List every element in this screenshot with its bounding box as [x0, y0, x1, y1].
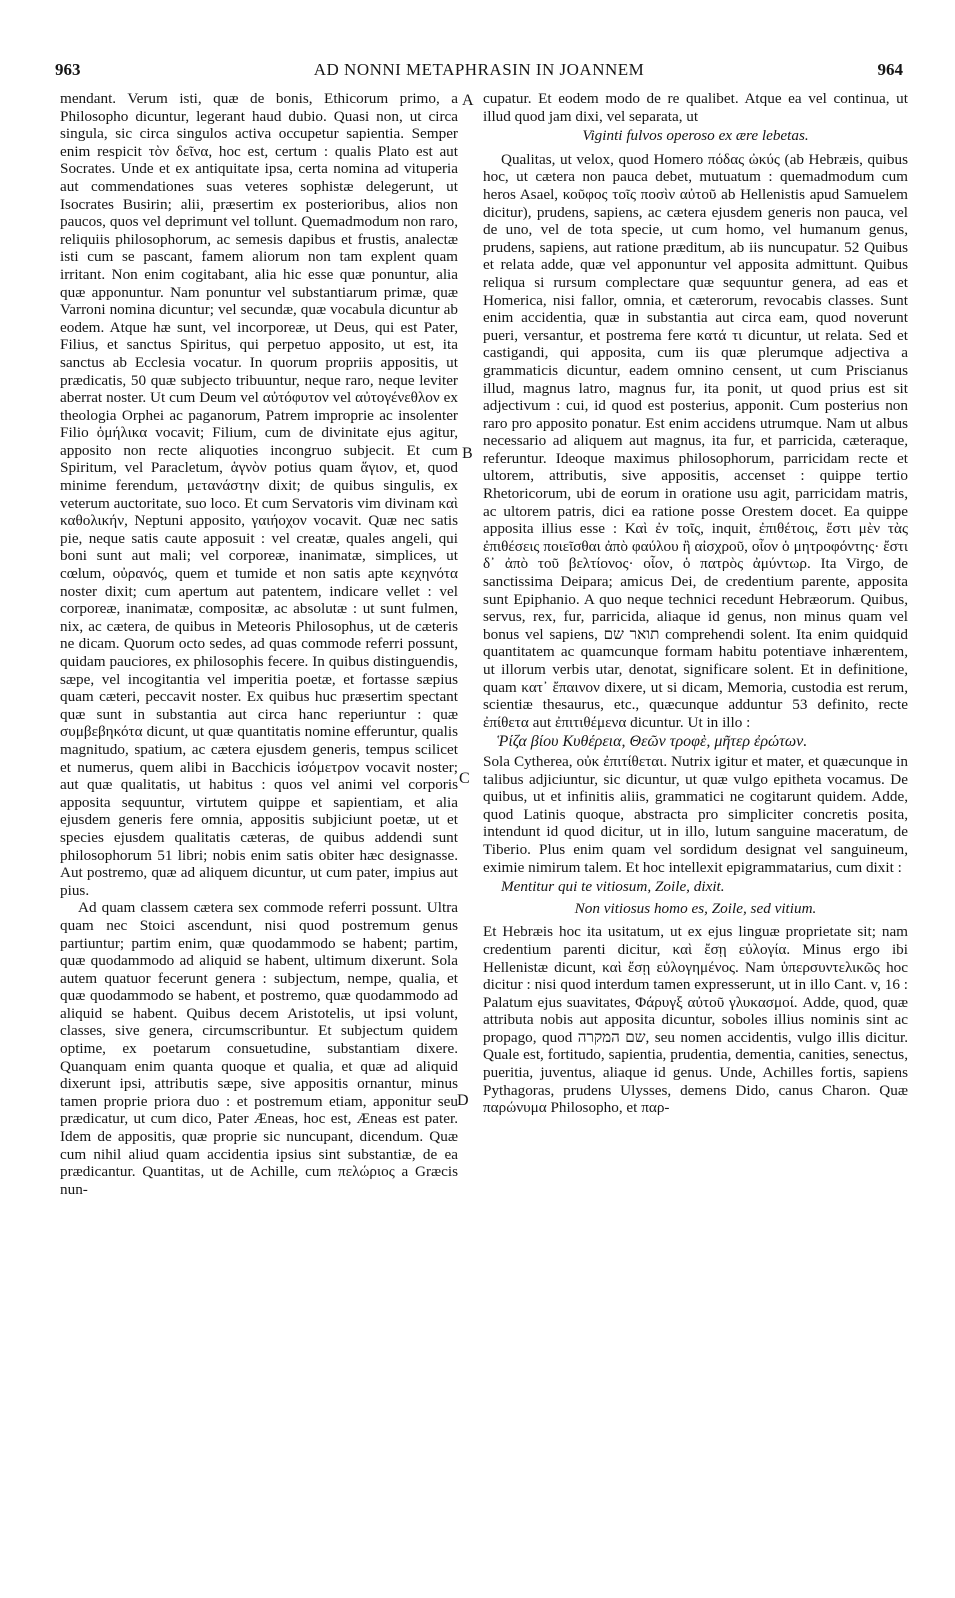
- verse-line: Viginti fulvos operoso ex ære lebetas.: [582, 127, 809, 145]
- page-number-left: 963: [55, 60, 81, 79]
- greek-verse-line: Ῥίζα βίου Κυθέρεια, Θεῶν τροφὲ, μῆτερ ἐρώτων.: [497, 733, 808, 751]
- left-paragraph: Ad quam classem cætera sex commode referri possunt. Ultra quam nec Stoici ascendunt, nisi quod postremum genus partiuntur; partim enim, quæ quodammodo se habent; partim, quæ quodammodo ad aliquid se habent, ultimum dixerunt. Sola autem quatuor fecerunt genera : subjectum, nempe, qualia, et quæ quodammodo se habent, et postremo, quæ quodammodo ad aliquid se habent. Quibus decem Aristotelis, ut ipsi volunt, classes, sive genera, circumscribuntur. Et subjectum quidem optime, ex poetarum consuetudine, substantiam dixere. Quanquam enim quanta quoque et qualia, et quæ ad aliquid dixerunt ipsi, attributis sæpe, sive appositis ornantur, minus tamen proprie priora duo : et postremum etiam, apponitur seu prædicatur, ut cum dico, Pater Æneas, hoc est, Æneas est pater. Idem de appositis, quæ proprie sic nuncupant, dicendum. Quæ cum nihil aliud quam accidentia ipsius sint substantiæ, de ea prædicantur. Quantitas, ut de Achille, cum πελώριος a Græcis nun-: [60, 899, 458, 1198]
- page-number-right: 964: [877, 60, 903, 79]
- right-paragraph: Et Hebræis hoc ita usitatum, ut ex ejus linguæ proprietate sit; nam credentium parenti dicitur, καὶ ἔσῃ εὐλογία. Minus ergo ibi Hellenistæ dicunt, καὶ ἔσῃ εὐλογημένος. Nam ὑπερσυντελικῶς hoc dicitur : nisi quod interdum tamen expresserunt, ut in illo Cant. v, 16 : Palatum ejus suavitates, Φάρυγξ αὐτοῦ γλυκασμοί. Adde, quod, quæ attributa nobis aut apposita dicuntur, soboles illius nominis sint ac propago, quod שם המקרה, seu nomen accidentis, vulgo illis dicitur. Quale est, fortitudo, sapientia, prudentia, dementia, canities, senectus, pueritia, juventus, aliaque id genus. Unde, Achilles fortis, sapiens Pythagoras, prudens Ulysses, demens Dido, canus Charon. Quæ παρώνυμα Philosopho, et παρ-: [483, 923, 908, 1117]
- margin-marker-d: D: [457, 1092, 469, 1109]
- right-paragraph: Qualitas, ut velox, quod Homero πόδας ὠκύς (ab Hebræis, quibus hoc, ut cætera non pauca debet, mutuatum : quemadmodum cum heros Asael, κοῦφος τοῖς ποσὶν αὐτοῦ ab Hellenistis apud Samuelem dicitur), prudens, sapiens, ac cætera ejusdem generis non pauca, vel de uno, vel de tota specie, ut cum homo, vel humanum genus, prudens, sapiens, aut ratione præditum, ab iis nuncupatur. 52 Quibus et relata adde, quæ vel apponuntur vel apposita admittunt. Quibus reliqua si rursum complectare quæ sequuntur genera, ad eas et Homerica, nisi fallor, omnia, et cæterorum, revocabis classes. Sunt enim accidentia, quæ in substantia aut circa eam, quod noverunt pueri, versantur, et postrema fere κατά τι dicuntur, ut relata. Sed et castigandi, qui apposita, cum iis quæ plerumque adjectiva a grammaticis dicuntur, eadem omnino censent, ut cum Priscianus illud, magnus latro, magnus fur, ita ponit, ut quod prius est sit adjectivum : cui, id quod est posterius, apponit. Cum posterius non raro pro apposito ponatur. Est enim accidens utrumque. Nam ut albus necessario ad aliquem aut magnus, ita fur, et parricida, cæteraque, referuntur. Ideoque maximus philosophorum, parricidam recte et ultorem, attributis, sive appositis, accenset : quippe tertio Rhetoricorum, ubi de eorum in oratione usu agit, parricidam matris, ac ultorem patris, dici ea ratione posse Orestem docet. Ea quippe apposita illius esse : Καὶ ἐν τοῖς, inquit, ἐπιθέτοις, ἔστι μὲν τὰς ἐπιθέσεις ποιεῖσθαι ἀπὸ φαύλου ἢ αἰσχροῦ, οἷον ὁ μητροφόντης· ἔστι δ᾽ ἀπὸ τοῦ βελτίονος· οἷον, ὁ πατρὸς ἀμύντωρ. Ita Virgo, de sanctissima Deipara; amicus Dei, de credentium parente, apposita sunt Epiphanio. A quo neque technici recedunt Hebræorum. Quibus, servus, rex, fur, parricida, aliaque id genus, non minus quam vel bonus vel sapiens, תואר שם comprehendi solent. Ita enim quidquid quantitatem ac quamcunque formam habitu potentiave inhærentem, ut illorum verbis utar, denotat, significare solent. Et in definitione, quam κατ᾽ ἔπαινον dixere, ut si dicam, Memoria, custodia est rerum, scientiæ thesaurus, etc., quæcunque adduntur 53 definito, recte ἐπίθετα aut ἐπιτιθέμενα dicuntur. Ut in illo :: [483, 150, 908, 731]
- margin-marker-b: B: [462, 445, 473, 462]
- running-title: AD NONNI METAPHRASIN IN JOANNEM: [313, 60, 645, 79]
- left-paragraph: mendant. Verum isti, quæ de bonis, Ethicorum primo, a Philosopho dicuntur, legerant haud dubio. Quasi non, ut circa singula, sic circa singulos activa occupetur sapientia. Semper enim respicit τὸν δεῖνα, hoc est, certum : qualis Plato est aut Socrates. Unde et ex antiquitate ipsa, certa nomina ad vituperia aut commendationes suas veteres sophistæ delegerunt, ut Isocrates Busirin; alii, præsertim ex posterioribus, alios non paucos, quos vel deprimunt vel tollunt. Quemadmodum non raro, reliquiis philosophorum, ac semesis dapibus et frustis, analectæ isti cum se pascant, famem aliorum non tam explent quam irritant. Non enim cogitabant, alia hic esse quæ ponuntur, alia quæ apponuntur. Nam ponuntur vel substantiarum primæ, quæ Varroni nomina dicuntur; vel secundæ, quæ vocabula dicuntur ab eodem. Atque hæ sunt, vel incorporeæ, ut Deus, qui est Pater, Filius, et sanctus Spiritus, qui perpetuo apposito, ut est, ita sanctus ab Ecclesia vocatur. In quorum propriis appositis, ut prædicatis, 50 quæ subjecto tribuuntur, neque raro, neque leviter aberrat noster. Ut cum Deum vel αὐτόφυτον vel αὐτογένεθλον ex theologia Orphei ac paganorum, Patrem improprie ac insolenter Filio ὁμήλικα vocavit; Filium, cum de divinitate ejus agitur, apposito non recte aliquoties incongruo subjecit. Et cum Spiritum, vel Paracletum, ἁγνὸν potius quam ἅγιον, et, quod minime ferendum, μετανάστην dixit; de quibus singulis, ex veterum auctoritate, suo loco. Et cum Servatoris vim divinam καὶ καθολικήν, Neptuni apposito, γαιήοχον vocavit. Quæ nec satis pie, neque satis caute apposuit : vel creatæ, quales angeli, qui boni sunt aut mali; vel corporeæ, inanimatæ, simplices, ut cœlum, οὐρανός, quem et tumide et non satis apte κεχηνότα noster dixit; cum apertum aut patentem, indicare vellet : vel corporeæ, inanimatæ, compositæ, ac absolutæ : ut sunt fulmen, nix, ac cætera, de quibus in Meteoris Philosophus, ut de cæteris ne dicam. Quorum octo sedes, ad quas commode referri possunt, quidam pauciores, ex philosophis fecere. In quibus distinguendis, sæpe, vel incogitantia vel imperitia poetæ, et fortasse sæpius quam cæteri, peccavit noster. Ex quibus huc præsertim spectant quæ sunt in substantia aut circa hanc reperiuntur : quæ συμβεβηκότα dicunt, ut quæ quantitatis nomine efferuntur, qualis magnitudo, spatium, ac cætera ejusdem generis, tempus scilicet et numerus, quem alibi in Bacchicis ἰσόμετρον vocavit noster; aut quæ qualitatis, ut habitus : quos vel animi vel corporis apposita sequuntur, virtutem quippe et sapientiam, et alia ejusdem generis fere omnia, appositis subjiciunt poetæ, ut et species ejusdem qualitatis cæteras, de quibus addendi sunt philosophorum 51 libri; nobis enim satis obiter hæc designasse. Aut postremo, quæ ad aliquem dicuntur, ut cum pater, impius aut pius.: [60, 90, 458, 899]
- margin-marker-c: C: [459, 770, 470, 787]
- page-header: [55, 58, 903, 82]
- left-column: [60, 90, 458, 1560]
- margin-marker-a: A: [462, 92, 474, 109]
- verse-line: Mentitur qui te vitiosum, Zoile, dixit.: [501, 878, 725, 896]
- right-paragraph: Sola Cytherea, οὐκ ἐπιτίθεται. Nutrix igitur et mater, et quæcunque in talibus adjiciuntur, sic dicuntur, ut quæ vulgo epitheta vocamus. De quibus, ut et infinitis aliis, grammatici ne cogitarunt quidem. Adde, quod Latinis quoque, abstracta pro simpliciter concretis posita, intendunt id quod dicitur, ut in illo, lutum sanguine maceratum, de Tiberio. Plus enim quam vel sordidum designat vel sanguineum, eximie nimirum talem. Et hoc intellexit epigrammatarius, cum dixit :: [483, 752, 908, 876]
- right-column: [483, 90, 908, 1560]
- verse-line: Non vitiosus homo es, Zoile, sed vitium.: [574, 899, 817, 917]
- right-paragraph: cupatur. Et eodem modo de re qualibet. Atque ea vel continua, ut illud quod jam dixi, vel separata, ut: [483, 90, 908, 125]
